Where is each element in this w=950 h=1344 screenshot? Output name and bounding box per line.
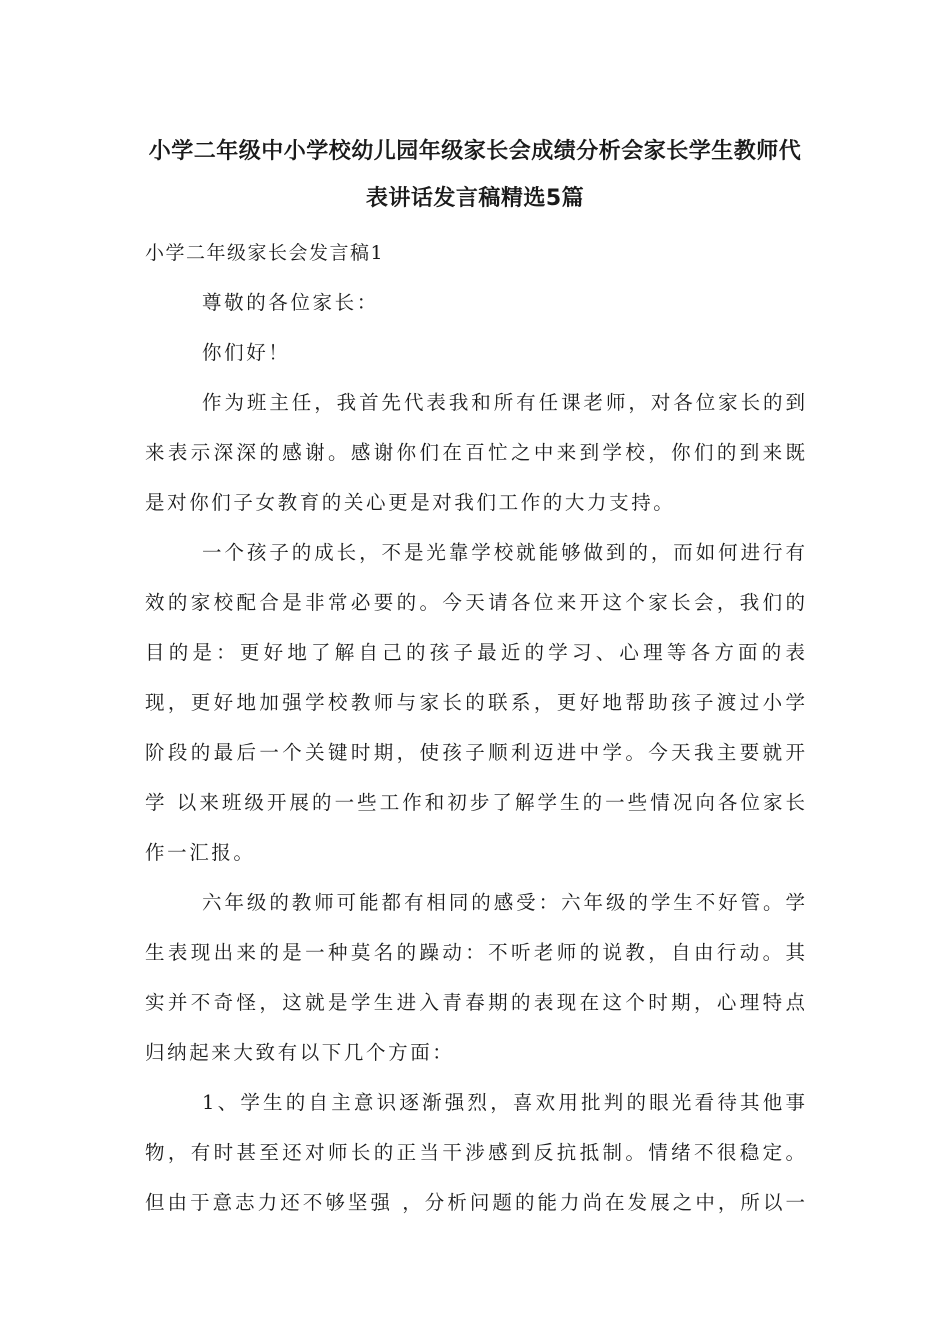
paragraph-line: 现，更好地加强学校教师与家长的联系，更好地帮助孩子渡过小学: [145, 691, 805, 714]
paragraph-line: 但由于意志力还不够坚强 ，分析问题的能力尚在发展之中，所以一: [145, 1191, 805, 1214]
paragraph-line: 阶段的最后一个关键时期，使孩子顺利迈进中学。今天我主要就开: [145, 741, 805, 764]
section-heading: 小学二年级家长会发言稿1: [145, 242, 385, 264]
paragraph-line: 作一汇报。: [145, 841, 256, 864]
document-title-line-2: 表讲话发言稿精选5篇: [365, 186, 585, 211]
document-title-line-1: 小学二年级中小学校幼儿园年级家长会成绩分析会家长学生教师代: [148, 139, 802, 164]
paragraph-line: 一个孩子的成长，不是光靠学校就能够做到的，而如何进行有: [202, 541, 805, 564]
paragraph-line: 是对你们子女教育的关心更是对我们工作的大力支持。: [145, 491, 676, 514]
paragraph-line: 生表现出来的是一种莫名的躁动：不听老师的说教，自由行动。其: [145, 941, 805, 964]
paragraph-line: 物，有时甚至还对师长的正当干涉感到反抗抵制。情绪不很稳定。: [145, 1141, 805, 1164]
paragraph-line: 效的家校配合是非常必要的。今天请各位来开这个家长会，我们的: [145, 591, 805, 614]
paragraph-line: 六年级的教师可能都有相同的感受：六年级的学生不好管。学: [202, 891, 805, 914]
paragraph-line: 实并不奇怪，这就是学生进入青春期的表现在这个时期，心理特点: [145, 991, 805, 1014]
salutation-line: 尊敬的各位家长：: [202, 291, 379, 314]
paragraph-line: 来表示深深的感谢。感谢你们在百忙之中来到学校，你们的到来既: [145, 441, 805, 464]
paragraph-line: 归纳起来大致有以下几个方面：: [145, 1041, 455, 1064]
paragraph-line: 目的是：更好地了解自己的孩子最近的学习、心理等各方面的表: [145, 641, 805, 664]
paragraph-line: 作为班主任，我首先代表我和所有任课老师，对各位家长的到: [202, 391, 805, 414]
paragraph-line: 学 以来班级开展的一些工作和初步了解学生的一些情况向各位家长: [145, 791, 805, 814]
greeting-line: 你们好！: [202, 341, 291, 364]
paragraph-line: 1、学生的自主意识逐渐强烈，喜欢用批判的眼光看待其他事: [202, 1091, 805, 1114]
